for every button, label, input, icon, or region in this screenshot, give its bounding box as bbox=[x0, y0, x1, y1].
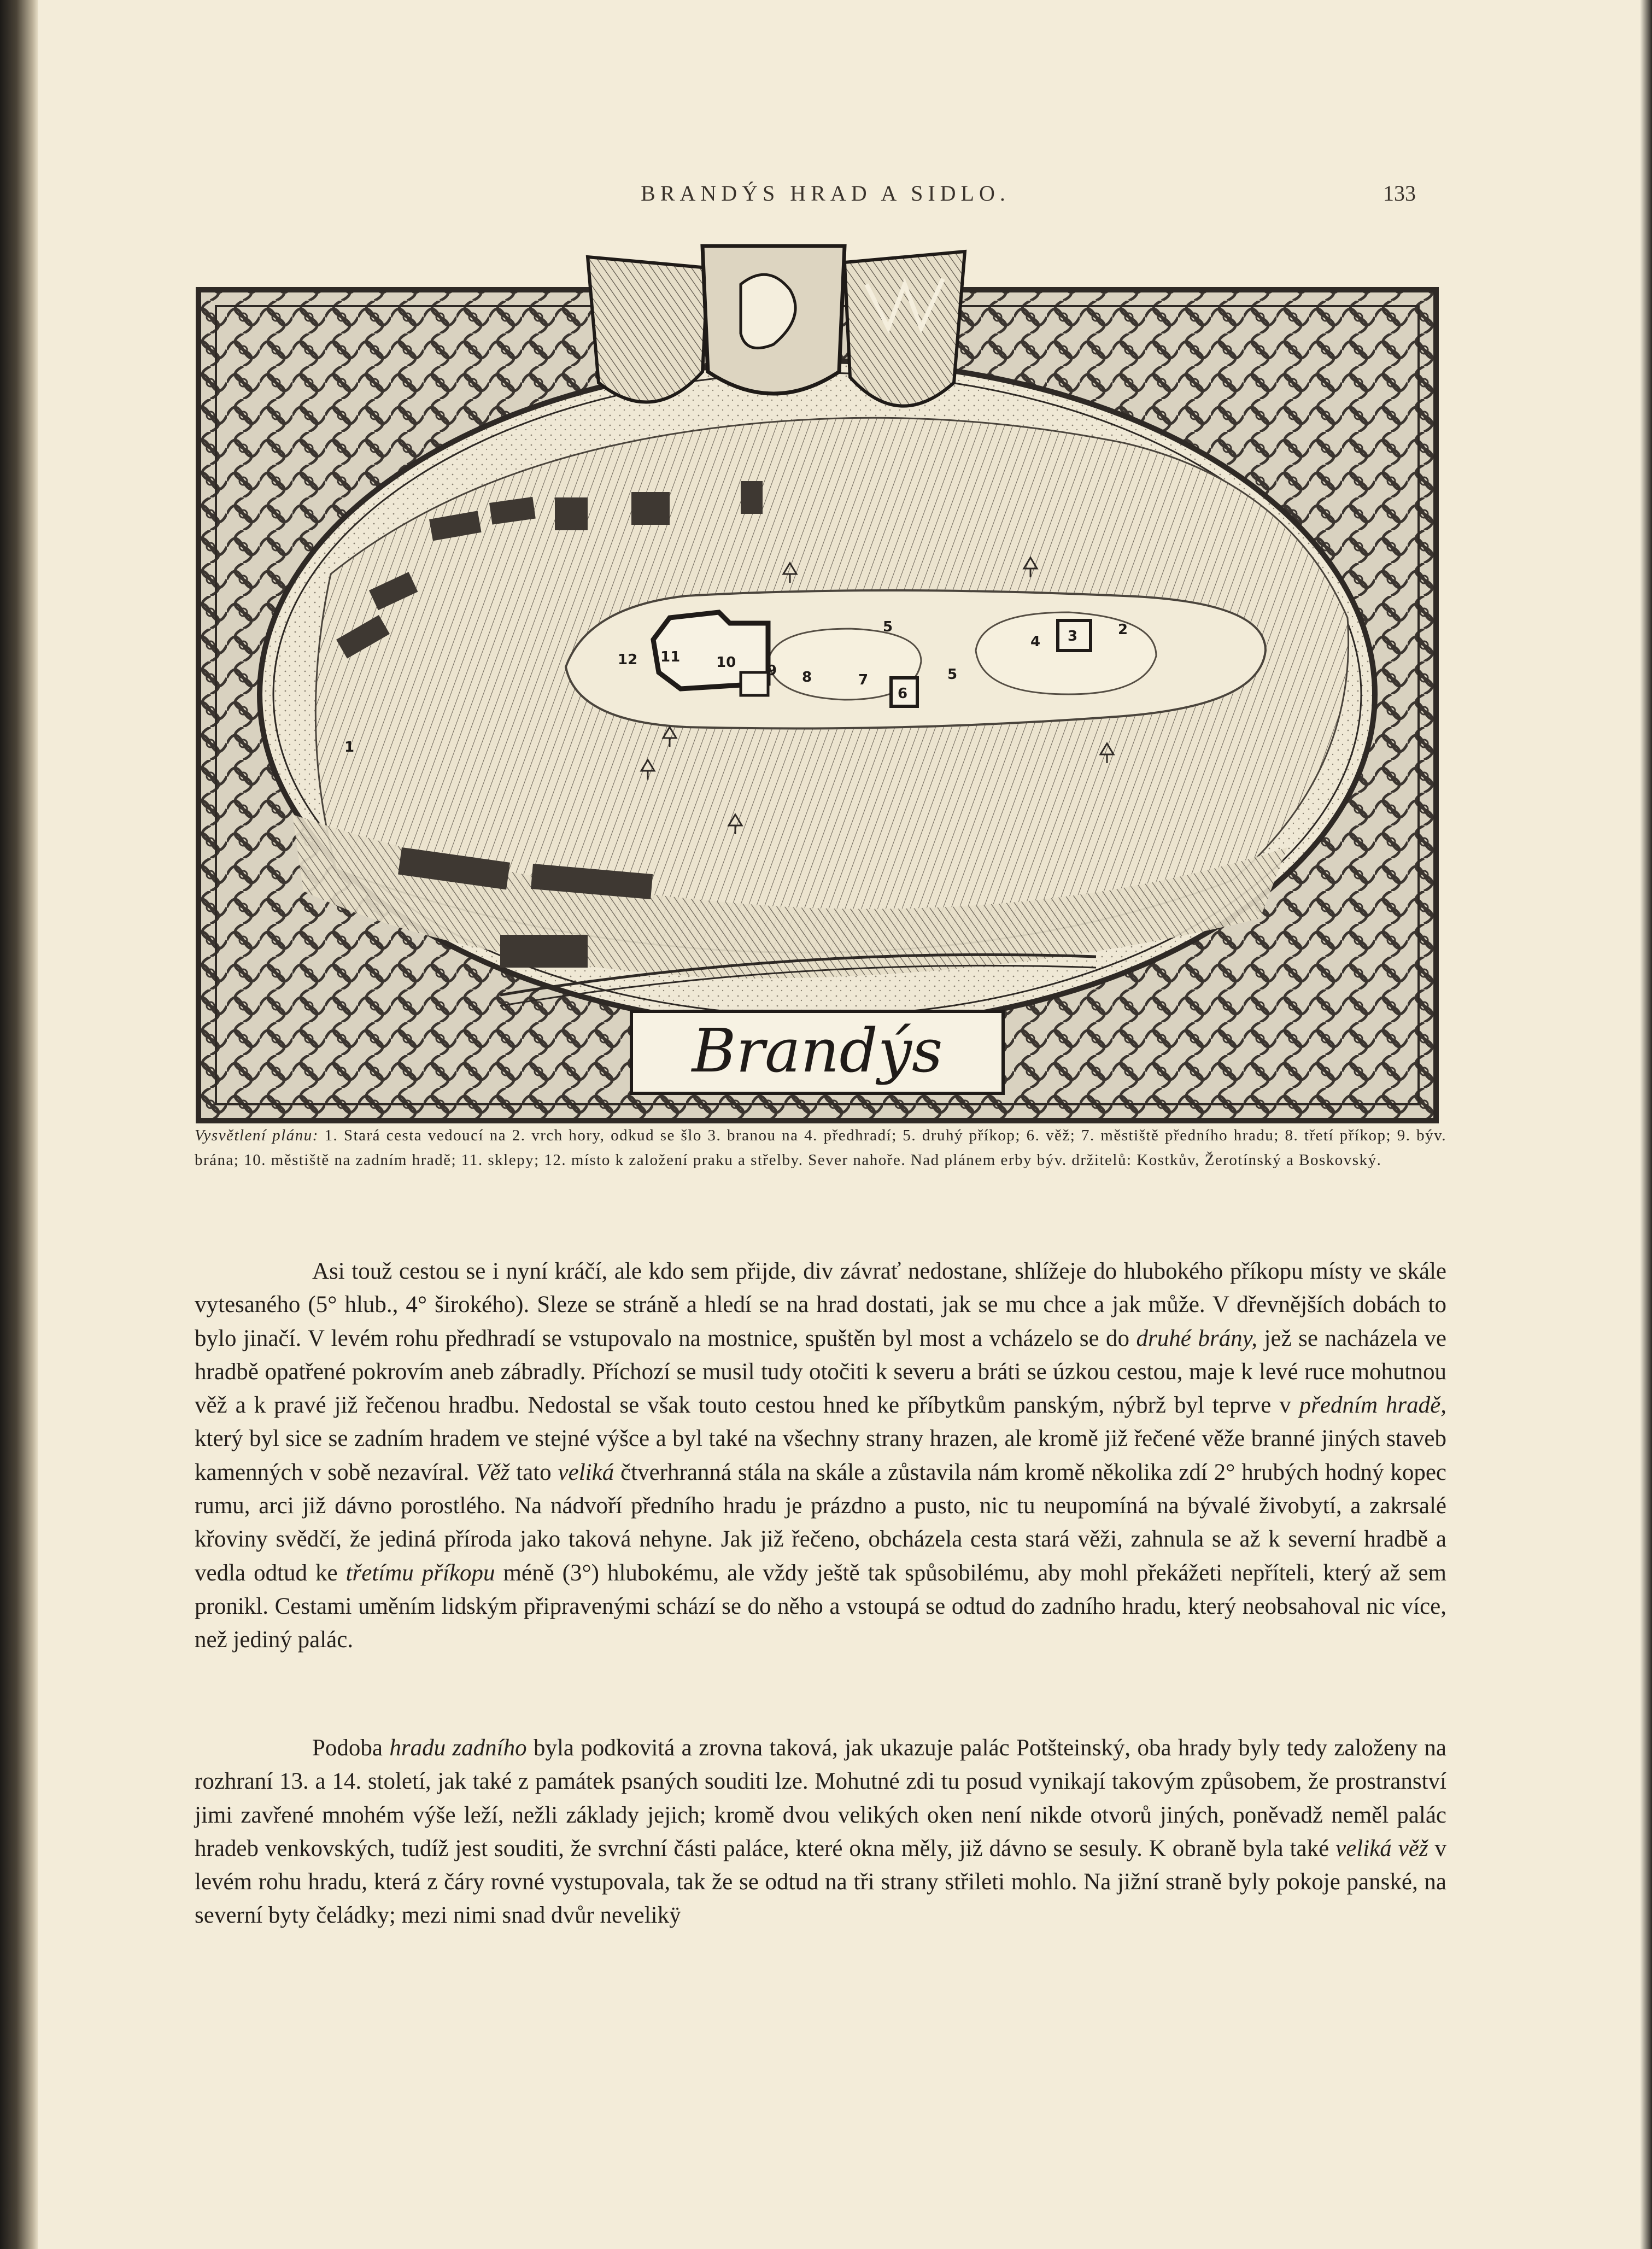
text-run: tato bbox=[509, 1459, 558, 1485]
emphasis: třetímu příkopu bbox=[345, 1560, 495, 1586]
text-run: Podoba bbox=[312, 1735, 390, 1761]
text-run: čtverhranná stála na skále a zůstavila nám kromě několika zdí 2° hrubých hodný kopec rumu, arci již dávno porostlého. Na nádvoří předního hradu je prázdno a pusto, nic tu neupomíná na bývalé živobytí, a zakrsalé křoviny svědčí, že jediná příroda jako taková nehyne. Jak již řečeno, obcházela cesta stará věži, zahnula se až k severní hradbě a vedla odtud ke bbox=[195, 1459, 1446, 1586]
emphasis: předním hradě, bbox=[1299, 1392, 1447, 1419]
castle-plan-illustration bbox=[194, 235, 1440, 1126]
emphasis: hradu zadního bbox=[389, 1735, 527, 1761]
plan-label-3: 3 bbox=[1068, 628, 1078, 645]
text-run: méně (3°) hlubokému, ale vždy ještě tak spůsobilému, aby mohl překážeti nepříteli, který až sem pronikl. Cestami uměním lidským připravenými schází se do něho a vstoupá se odtud do zadního hradu, který neobsahoval nic více, než jediný palác. bbox=[195, 1560, 1446, 1653]
plan-label-6: 6 bbox=[898, 686, 908, 702]
plan-label-1: 1 bbox=[344, 739, 355, 755]
coat-of-arms-zerotin bbox=[702, 246, 845, 394]
plan-label-11: 11 bbox=[660, 649, 681, 665]
plan-label-10: 10 bbox=[716, 654, 736, 671]
emphasis: veliká bbox=[558, 1459, 614, 1485]
plan-label-9: 9 bbox=[767, 663, 777, 679]
plan-label-7: 7 bbox=[858, 672, 869, 688]
coat-of-arms-boskovice bbox=[845, 251, 965, 406]
figure-title: Brandýs bbox=[692, 1016, 943, 1086]
book-spine-shadow bbox=[0, 0, 38, 2249]
caption-text: 1. Stará cesta vedoucí na 2. vrch hory, odkud se šlo 3. branou na 4. předhradí; 5. druhý příkop; 6. věž; 7. městiště předního hradu; 8. třetí příkop; 9. býv. brána; 10. městiště na zadním hradě; 11. sklepy; 12. místo k založení praku a střelby. Sever nahoře. Nad plánem erby býv. držitelů: Kostkův, Žerotínský a Boskovský. bbox=[195, 1127, 1447, 1169]
page-number: 133 bbox=[1383, 181, 1416, 206]
plan-label-4: 4 bbox=[1030, 634, 1041, 650]
text-run: Asi touž cestou se i nyní kráčí, ale kdo sem přijde, div závrať nedostane, shlížeje do hlubokého příkopu místy ve skále vytesaného (5° hlub., 4° širokého). Sleze se stráně a hledí se na hrad dostati, jak se mu chce a jak může. V dřevnějších dobách to bylo jinačí. V levém rohu předhradí se vstupovalo na mostnice, spuštěn byl most a vcházelo se do bbox=[195, 1258, 1446, 1351]
running-head: BRANDÝS HRAD A SIDLO. bbox=[641, 181, 1010, 206]
plan-label-5a: 5 bbox=[883, 619, 893, 635]
plan-label-8: 8 bbox=[802, 669, 812, 686]
emphasis: druhé brány, bbox=[1136, 1325, 1258, 1351]
text-run: v levém rohu hradu, která z čáry rovné vystupovala, tak že se odtud na tři strany střileti mohlo. Na jižní straně byly pokoje panské, na severní byty čeládky; mezi nimi snad dvůr nevelikÿ bbox=[195, 1835, 1447, 1929]
page-edge bbox=[1640, 0, 1652, 2249]
emphasis: veliká věž bbox=[1335, 1835, 1428, 1861]
castle-gate bbox=[741, 672, 768, 695]
coat-of-arms-kostka bbox=[588, 257, 708, 402]
body-paragraph-2 bbox=[195, 1731, 1446, 1932]
plan-label-5b: 5 bbox=[947, 666, 958, 683]
text-run: byla podkovitá a zrovna taková, jak ukazuje palác Potšteinský, oba hrady byly tedy založeny na rozhraní 13. a 14. století, jak také z památek psaných souditi lze. Mohutné zdi tu posud vynikají takovým způsobem, že prostranství jimi zavřené mnohém výše leží, nežli základy jejich; kromě dvou velikých oken není nikde otvorů jiných, poněvadž neměl palác hradeb venkovských, tudíž jest souditi, že svrchní části paláce, které okna měly, již dávno se sesuly. K obraně byla také bbox=[195, 1735, 1447, 1861]
text-run: který byl sice se zadním hradem ve stejné výšce a byl také na všechny strany hrazen, ale kromě již řečené věže branné jiných staveb kamenných v sobě nezavíral. bbox=[195, 1426, 1446, 1485]
plan-label-2: 2 bbox=[1118, 622, 1128, 638]
caption-lead: Vysvětlení plánu: bbox=[195, 1127, 319, 1144]
text-run: jež se nacházela ve hradbě opatřené pokrovím aneb zábradly. Příchozí se musil tudy otočiti k severu a bráti se úzkou cestou, maje k levé ruce mohutnou věž a k pravé již řečenou hradbu. Nedostal se však touto cestou hned ke příbytkům panským, nýbrž byl teprve v bbox=[195, 1325, 1446, 1419]
emphasis: Věž bbox=[476, 1459, 510, 1485]
plan-label-12: 12 bbox=[618, 652, 638, 668]
figure-caption bbox=[195, 1123, 1446, 1173]
body-paragraph-1 bbox=[195, 1255, 1446, 1657]
